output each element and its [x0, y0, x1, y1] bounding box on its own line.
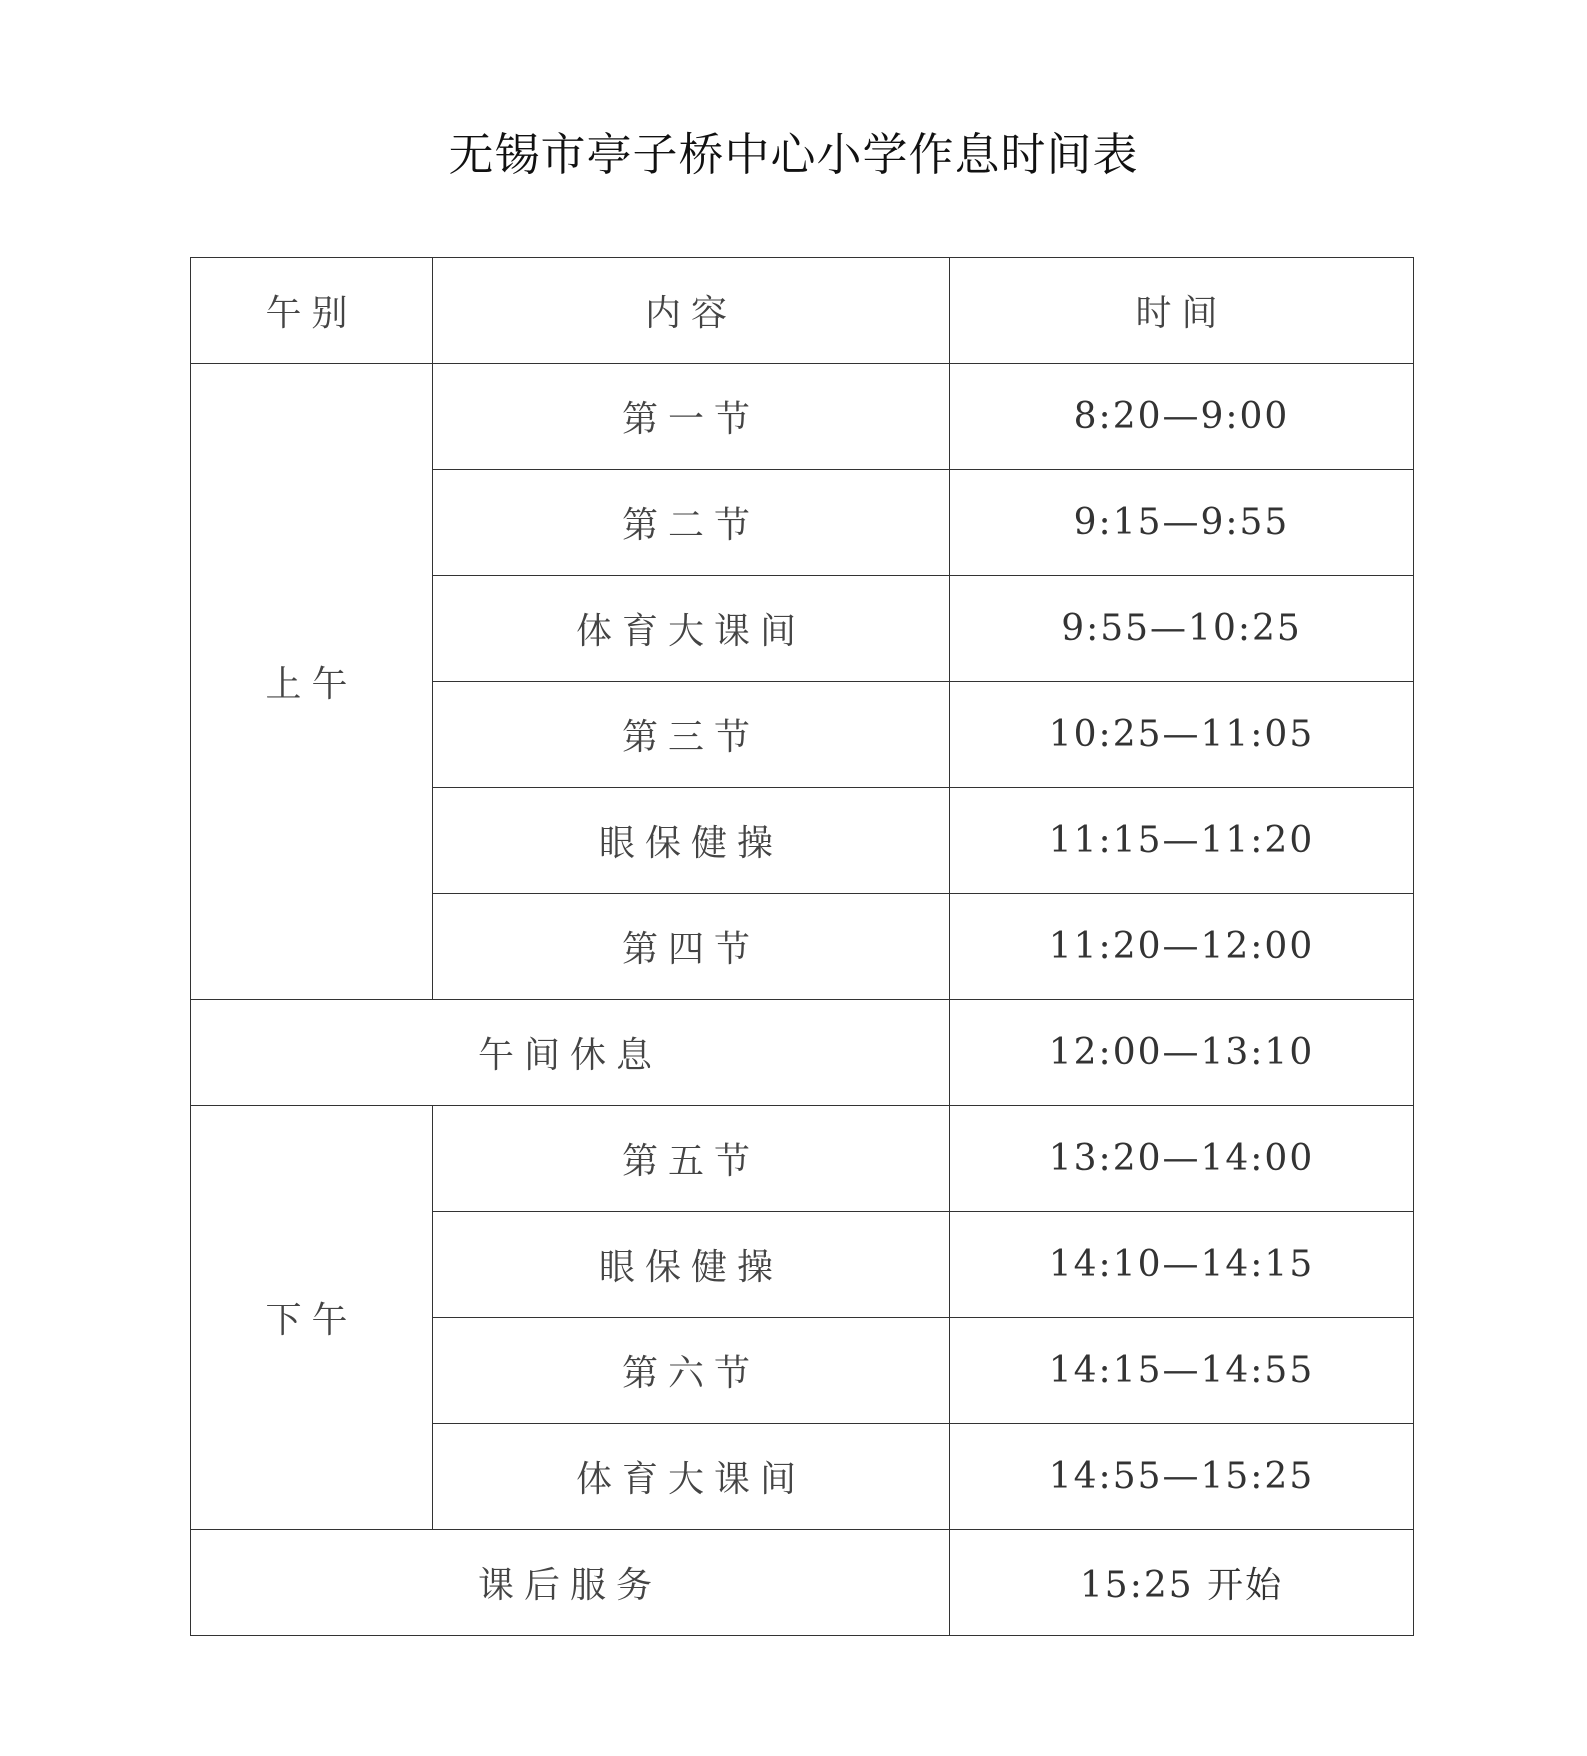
after-school-time: 15:25 开始 [950, 1530, 1414, 1636]
after-school-content: 课后服务 [191, 1530, 950, 1636]
row-time: 9:55—10:25 [950, 576, 1414, 682]
row-time: 11:20—12:00 [950, 894, 1414, 1000]
row-time: 8:20—9:00 [950, 364, 1414, 470]
row-time: 14:10—14:15 [950, 1212, 1414, 1318]
header-period: 午别 [191, 258, 433, 364]
row-time: 13:20—14:00 [950, 1106, 1414, 1212]
row-time: 14:15—14:55 [950, 1318, 1414, 1424]
header-row [191, 258, 1414, 364]
row-content: 第二节 [433, 470, 950, 576]
noon-break-row [191, 1000, 1414, 1106]
row-content: 眼保健操 [433, 1212, 950, 1318]
row-content: 第六节 [433, 1318, 950, 1424]
row-time: 11:15—11:20 [950, 788, 1414, 894]
noon-break-time: 12:00—13:10 [950, 1000, 1414, 1106]
after-school-row [191, 1530, 1414, 1636]
header-time: 时间 [950, 258, 1414, 364]
row-time: 10:25—11:05 [950, 682, 1414, 788]
row-content: 第四节 [433, 894, 950, 1000]
afternoon-label: 下午 [191, 1106, 433, 1530]
row-content: 眼保健操 [433, 788, 950, 894]
table-row [191, 1106, 1414, 1212]
row-content: 第五节 [433, 1106, 950, 1212]
page-title: 无锡市亭子桥中心小学作息时间表 [448, 128, 1139, 181]
row-time: 9:15—9:55 [950, 470, 1414, 576]
table-row [191, 364, 1414, 470]
noon-break-content: 午间休息 [191, 1000, 950, 1106]
row-time: 14:55—15:25 [950, 1424, 1414, 1530]
row-content: 第三节 [433, 682, 950, 788]
morning-label: 上午 [191, 364, 433, 1000]
row-content: 体育大课间 [433, 1424, 950, 1530]
header-content: 内容 [433, 258, 950, 364]
schedule-table [190, 257, 1414, 1636]
row-content: 第一节 [433, 364, 950, 470]
row-content: 体育大课间 [433, 576, 950, 682]
